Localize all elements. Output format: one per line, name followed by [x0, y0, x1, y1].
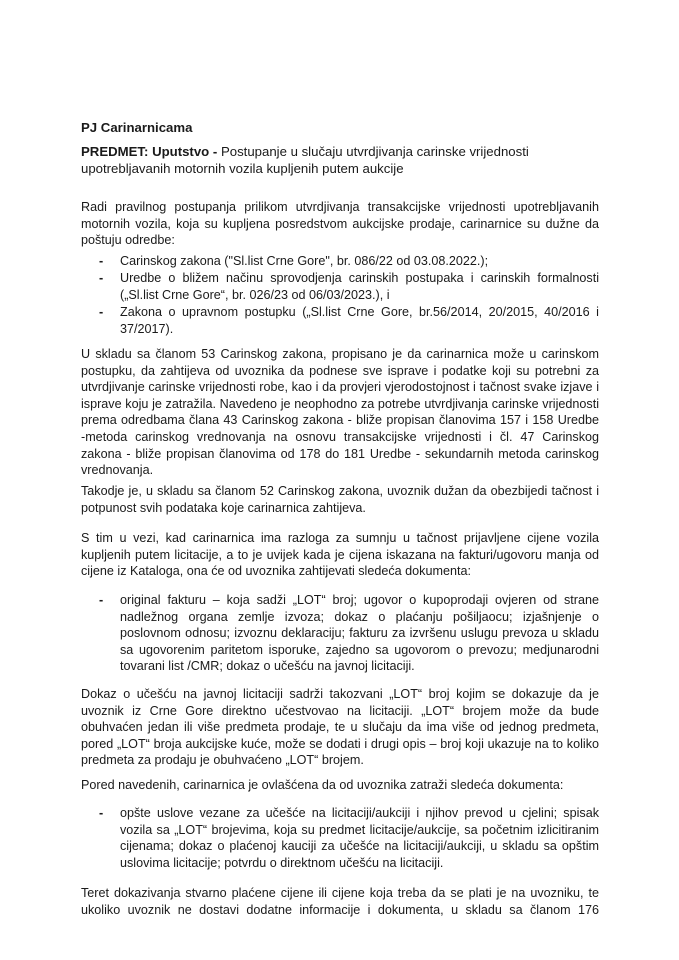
addressee: PJ Carinarnicama [81, 120, 193, 135]
text-line: opšte uslove vezane za učešće na licitaciji/aukciji i njihov prevod u cjelini; spisak [120, 806, 599, 820]
text-line: vozila sa „LOT“ brojevima, koja su predmet licitacije/aukcije, sa početnim izlicitiranim [120, 822, 599, 837]
text-line: nadležnog organa zemlje izvoza; dokaz o plaćanju pošiljaocu; izjašnjenje o [120, 609, 599, 624]
text-line: obuhvaćen jedan ili više predmeta prodaje, te u slučaju da ima više od jednog predmeta, [81, 720, 599, 735]
text-line: cijene iz Kataloga, ona će od uvoznika zahtijevati sledeća dokumenta: [81, 564, 471, 579]
text-line: vrednovanja. [81, 463, 154, 478]
subject-label: PREDMET: Uputstvo - [81, 144, 218, 159]
text-line: Carinskog zakona ("Sl.list Crne Gore", br. 086/22 od 03.08.2022.); [120, 254, 489, 268]
bullet-marker: - [99, 305, 104, 319]
text-line: U skladu sa članom 53 Carinskog zakona, propisano je da carinarnica može u carinskom [81, 347, 599, 361]
paragraph-lot [81, 686, 599, 769]
text-line: original fakturu – koja sadži „LOT“ broj; ugovor o kupoprodaji ovjeren od strane [120, 593, 599, 607]
text-line: tovarani list /CMR; dokaz o učešću na javnoj licitaciji. [120, 659, 415, 674]
text-line: uslovima licitacije; potvrdu o direktnom učešću na licitaciji. [120, 855, 444, 870]
text-line: kupljenih putem licitacije, a to je uvijek kada je cijena iskazana na fakturi/ugovoru manja od [81, 547, 599, 562]
paragraph-suspicion [81, 530, 599, 580]
text-line: ukoliko uvoznik ne dostavi dodatne informacije i dokumenta, u skladu sa članom 176 [81, 902, 599, 917]
text-line: Radi pravilnog postupanja prilikom utvrdjivanja transakcijske vrijednosti upotrebljavanih [81, 200, 599, 214]
paragraph-article-52 [81, 483, 599, 516]
text-line: Teret dokazivanja stvarno plaćene cijene ili cijene koja treba da se plati je na uvozniku, te [81, 886, 599, 900]
text-line: poštuju odredbe: [81, 233, 175, 248]
subject [81, 144, 599, 177]
bullet-marker: - [99, 593, 104, 607]
subject-line: upotrebljavanih motornih vozila kupljenih putem aukcije [81, 160, 404, 176]
bullet-marker: - [99, 806, 104, 820]
text-line: Uredbe o bližem načinu sprovodjenja carinskih postupaka i carinskih formalnosti [120, 271, 599, 285]
subject-line: Postupanje u slučaju utvrdjivanja carinske vrijednosti [220, 144, 529, 159]
text-line: cijenama; dokaz o plaćenoj kauciji za učešće na licitaciji/aukciji, u skladu sa opštim [120, 839, 599, 854]
intro-paragraph [81, 199, 599, 249]
text-line: sa ugovorenim paritetom isporuke, zajedno sa ugovorom o prevozu; medjunarodni [120, 642, 599, 657]
text-line: Pored navedenih, carinarnica je ovlašćena da od uvoznika zatraži sledeća dokumenta: [81, 778, 564, 792]
text-line: potpunost svih podataka koje carinarnica zahtijeva. [81, 500, 366, 515]
text-line: motornih vozila, koja su kupljena posredstvom aukcijske prodaje, carinarnice su dužne da [81, 216, 599, 231]
paragraph-additional [81, 777, 599, 794]
text-line: Dokaz o učešću na javnoj licitaciji sadrži takozvani „LOT“ broj kojim se dokazuje da je [81, 687, 599, 701]
text-line: isprave koju je zatražila. Navedeno je neophodno za potrebe utvrdjivanja carinske vrijednosti [81, 396, 599, 411]
text-line: uvoznik iz Crne Gore direktno učestvovao na licitaciji. „LOT“ brojem može da bude [81, 703, 599, 718]
text-line: Takodje je, u skladu sa članom 52 Carinskog zakona, uvoznik dužan da obezbijedi tačnost i [81, 484, 599, 498]
text-line: -metoda carinskog vrednovanja na osnovu transakcijske vrijednosti i čl. 47 Carinskog [81, 429, 599, 444]
text-line: utvrdjivanje carinske vrijednosti robe, kao i da provjeri vjerodostojnost i tačnost svake izjave i [81, 380, 599, 395]
text-line: Zakona o upravnom postupku („Sl.list Crne Gore, br.56/2014, 20/2015, 40/2016 i [120, 305, 599, 319]
text-line: postupku, da zahtijeva od uvoznika da podnese sve isprave i podatke koji su potrebni za [81, 363, 599, 378]
text-line: 37/2017). [120, 321, 174, 336]
bullet-marker: - [99, 254, 104, 268]
text-line: predmeta za prodaju je obuhvaćeno „LOT“ brojem. [81, 753, 364, 768]
text-line: pored „LOT“ broja aukcijske kuće, može se dodati i drugi opis – broj koji ukazuje na to koliko [81, 736, 599, 751]
text-line: prema odredbama člana 43 Carinskog zakona - bliže propisan članovima 157 i 158 Uredbe [81, 413, 599, 428]
text-line: („Sl.list Crne Gore“, br. 026/23 od 06/03/2023.), i [120, 287, 390, 302]
text-line: zakona - bliže propisan članovima od 178 do 181 Uredbe - sekundarnih metoda carinskog [81, 446, 599, 461]
paragraph-burden [81, 885, 599, 918]
bullet-marker: - [99, 271, 104, 285]
text-line: S tim u vezi, kad carinarnica ima razloga za sumnju u tačnost prijavljene cijene vozila [81, 531, 599, 545]
text-line: poslovnom odnosu; izvoznu deklaraciju; fakturu za izvršenu uslugu prevoza u skladu [120, 626, 599, 641]
paragraph-article-53 [81, 346, 599, 479]
